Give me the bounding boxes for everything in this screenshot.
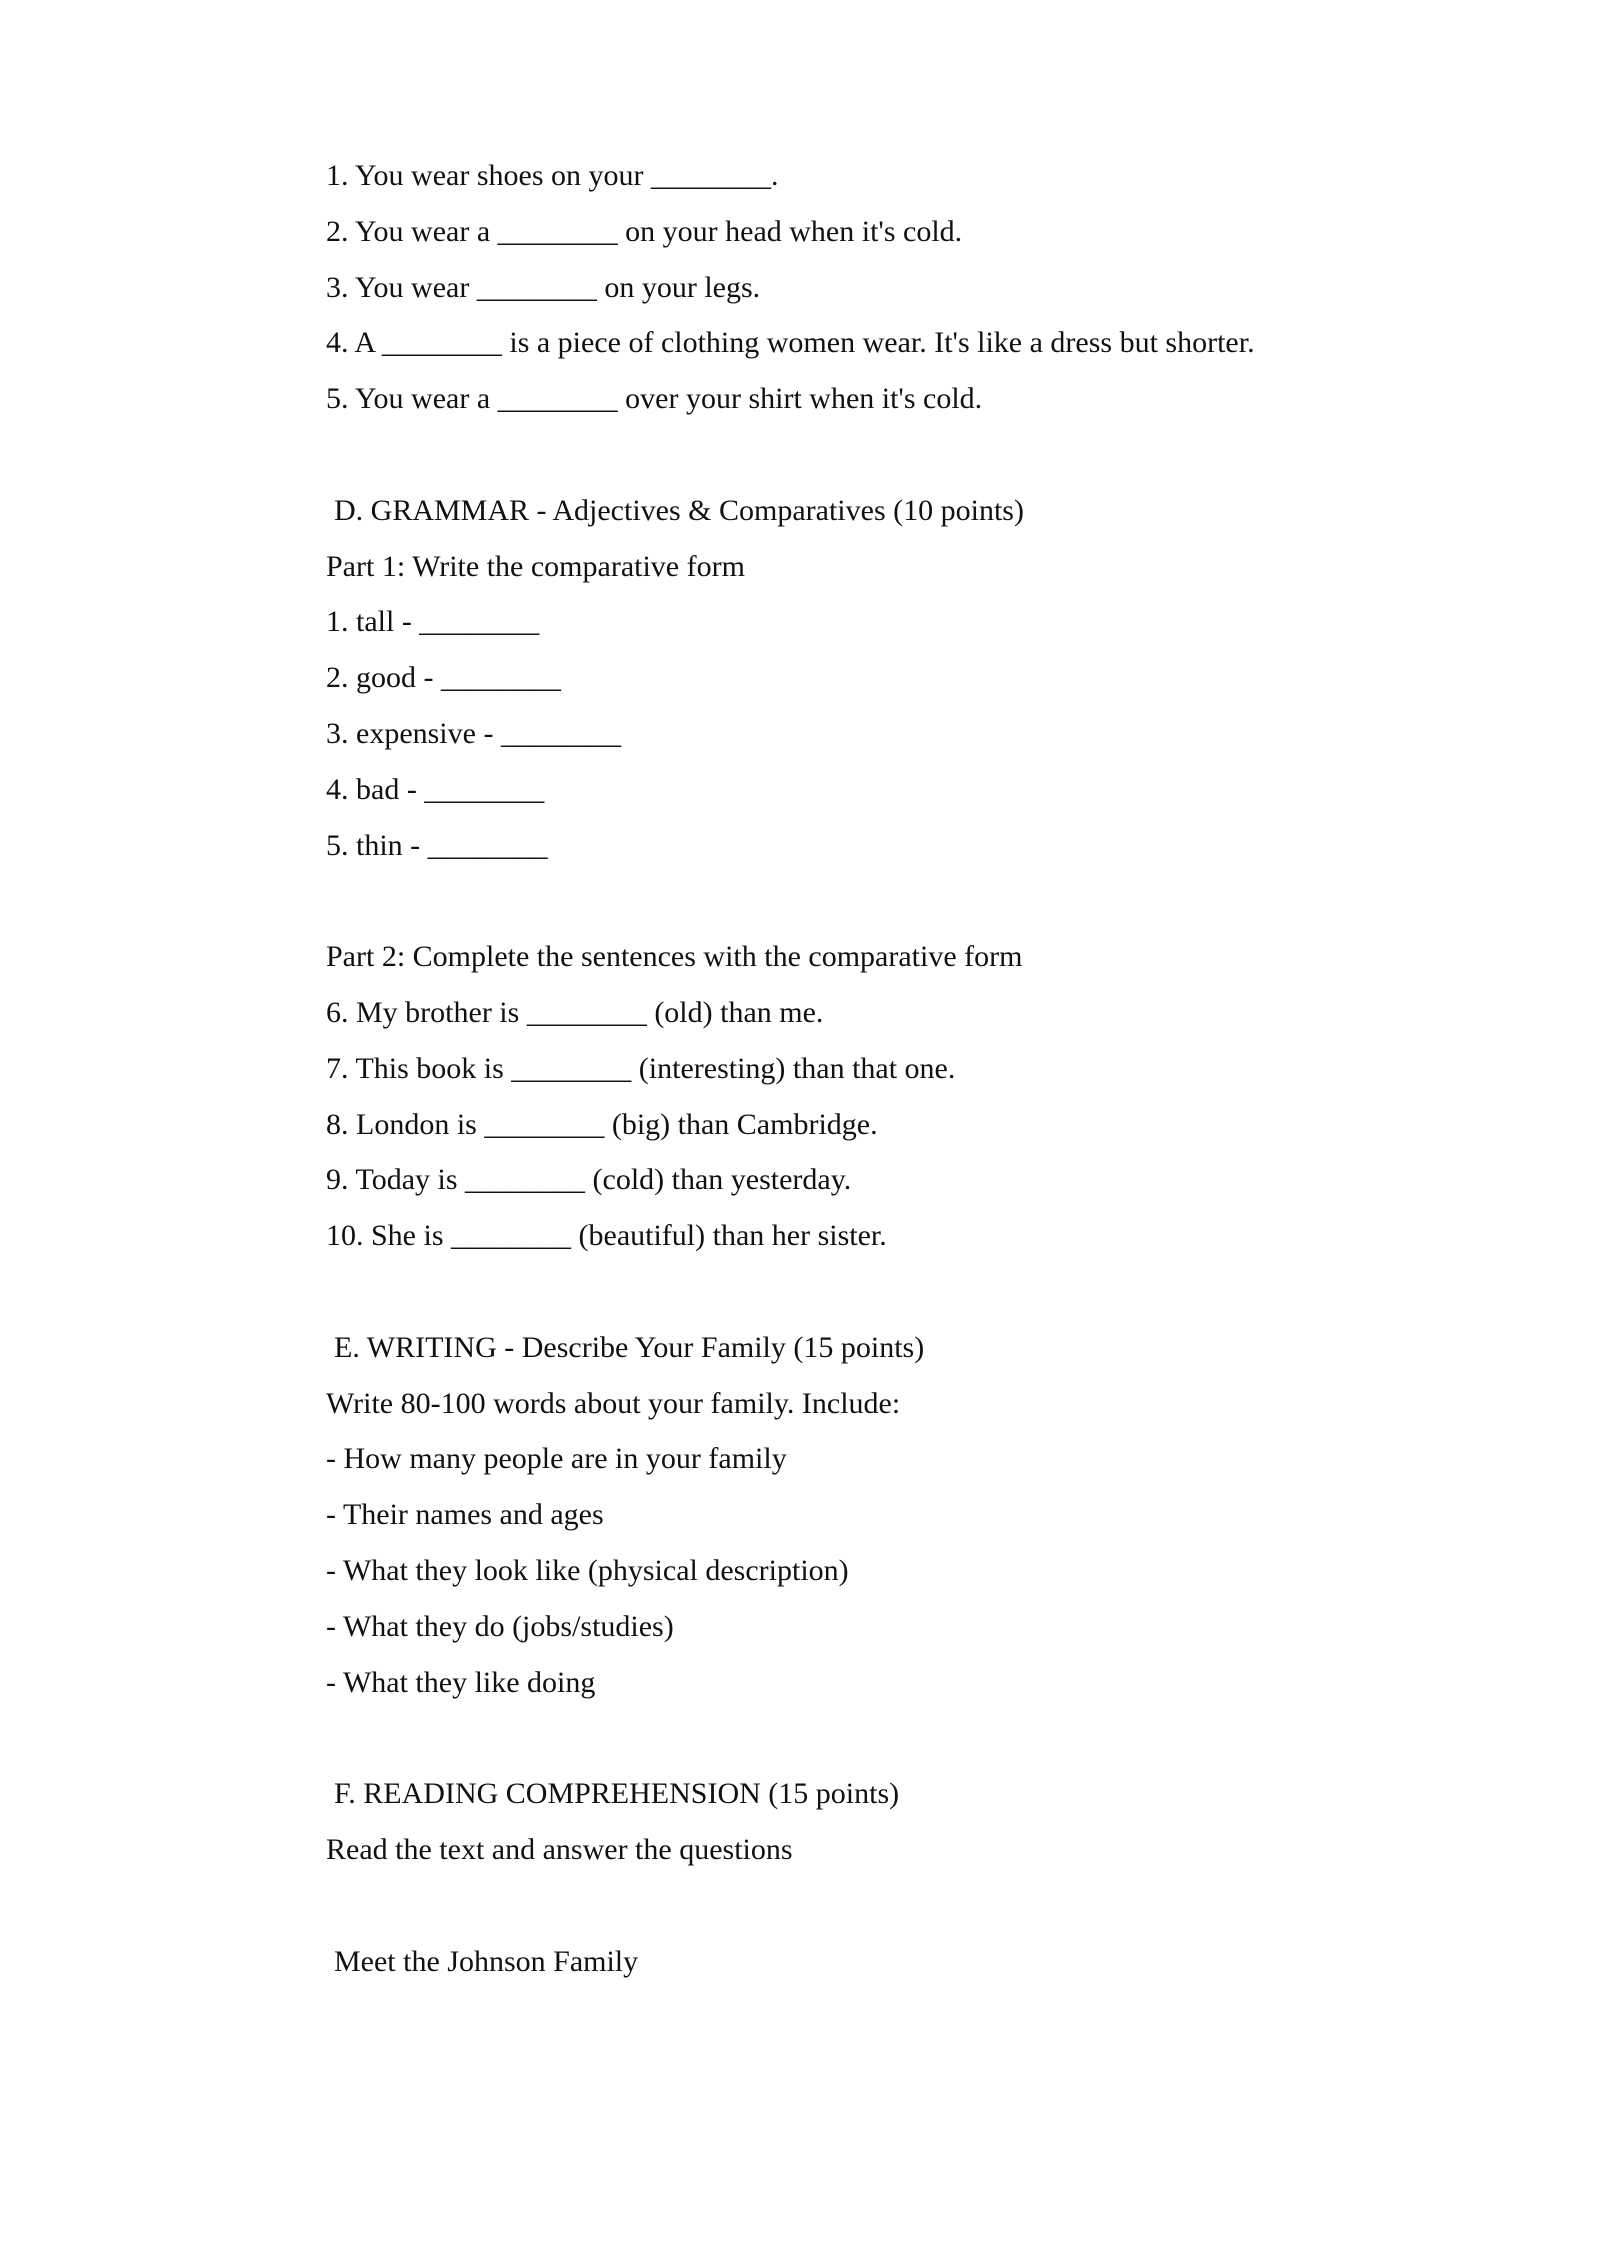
sentence-item: 7. This book is ________ (interesting) than that one. bbox=[326, 1051, 956, 1085]
section-heading-writing: E. WRITING - Describe Your Family (15 points) bbox=[334, 1330, 925, 1364]
sentence-item: 6. My brother is ________ (old) than me. bbox=[326, 995, 824, 1029]
spacer bbox=[326, 1264, 1476, 1320]
worksheet-content bbox=[326, 148, 1476, 1989]
vocabulary-item: 3. You wear ________ on your legs. bbox=[326, 270, 761, 304]
writing-prompt-item: - How many people are in your family bbox=[326, 1442, 787, 1476]
vocabulary-item: 2. You wear a ________ on your head when it's cold. bbox=[326, 214, 963, 248]
comparative-item: 3. expensive - ________ bbox=[326, 716, 621, 750]
section-heading-grammar: D. GRAMMAR - Adjectives & Comparatives (10 points) bbox=[334, 493, 1024, 527]
sentence-item: 10. She is ________ (beautiful) than her sister. bbox=[326, 1219, 887, 1253]
spacer bbox=[326, 873, 1476, 929]
writing-prompt-item: - What they like doing bbox=[326, 1665, 596, 1699]
comparative-item: 1. tall - ________ bbox=[326, 605, 540, 639]
spacer bbox=[326, 1710, 1476, 1766]
vocabulary-item: 5. You wear a ________ over your shirt when it's cold. bbox=[326, 382, 983, 416]
comparative-item: 2. good - ________ bbox=[326, 661, 561, 695]
vocabulary-item: 4. A ________ is a piece of clothing women wear. It's like a dress but shorter. bbox=[326, 326, 1255, 360]
reading-instruction: Read the text and answer the questions bbox=[326, 1832, 793, 1866]
section-heading-reading: F. READING COMPREHENSION (15 points) bbox=[334, 1777, 900, 1811]
part1-instruction: Part 1: Write the comparative form bbox=[326, 549, 745, 583]
comparative-item: 5. thin - ________ bbox=[326, 828, 548, 862]
reading-text-title: Meet the Johnson Family bbox=[334, 1944, 639, 1978]
spacer bbox=[326, 1878, 1476, 1934]
comparative-item: 4. bad - ________ bbox=[326, 772, 545, 806]
writing-prompt-item: - What they look like (physical description) bbox=[326, 1553, 849, 1587]
writing-instruction: Write 80-100 words about your family. Include: bbox=[326, 1386, 901, 1420]
sentence-item: 8. London is ________ (big) than Cambridge. bbox=[326, 1107, 878, 1141]
part2-instruction: Part 2: Complete the sentences with the comparative form bbox=[326, 940, 1023, 974]
writing-prompt-item: - What they do (jobs/studies) bbox=[326, 1609, 674, 1643]
spacer bbox=[326, 427, 1476, 483]
vocabulary-item: 1. You wear shoes on your ________. bbox=[326, 159, 779, 192]
sentence-item: 9. Today is ________ (cold) than yesterday. bbox=[326, 1163, 852, 1197]
writing-prompt-item: - Their names and ages bbox=[326, 1498, 604, 1532]
